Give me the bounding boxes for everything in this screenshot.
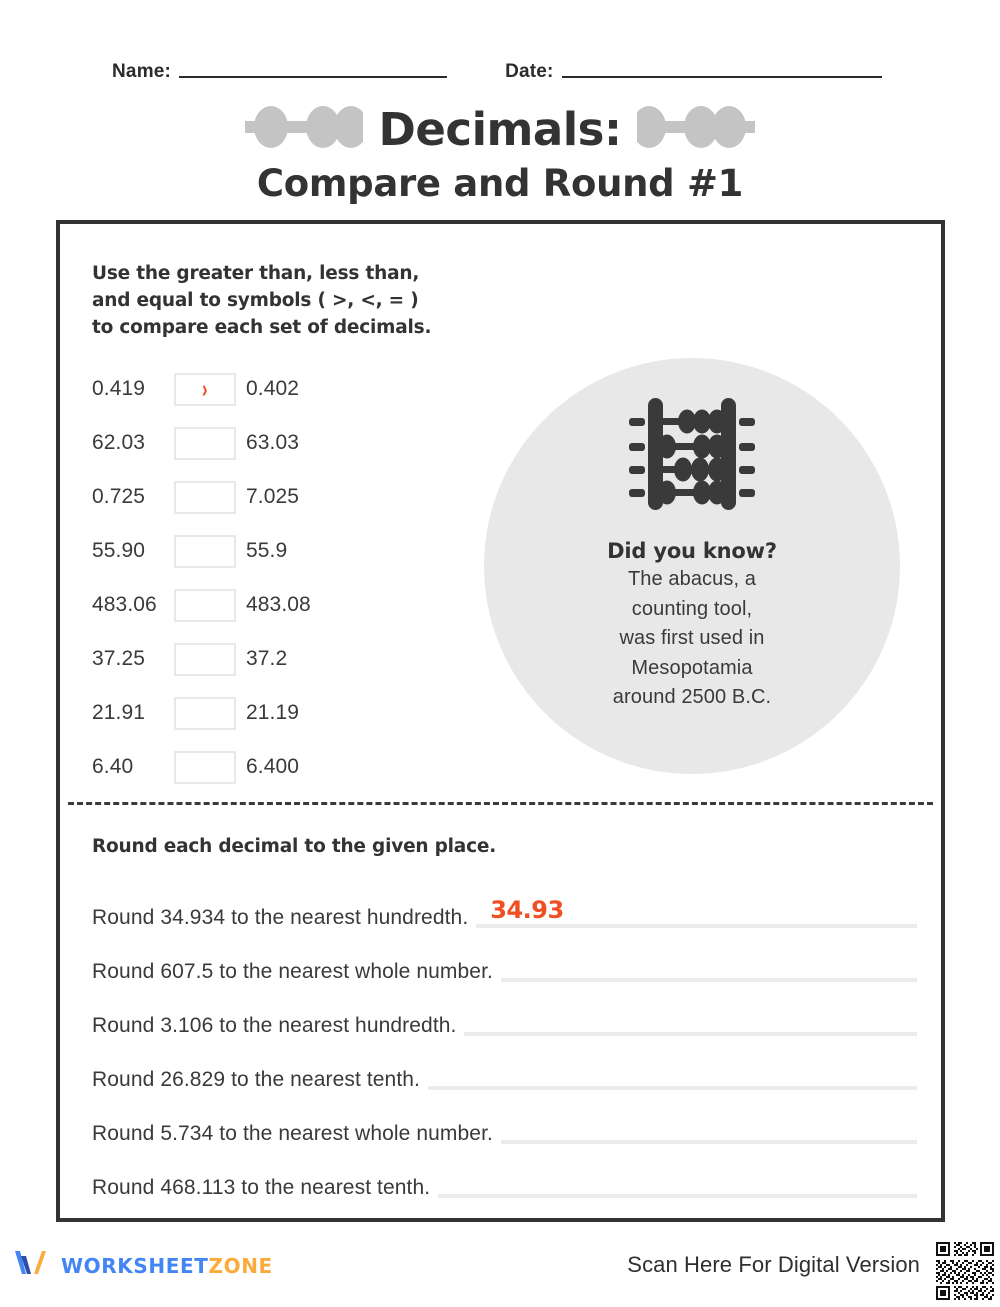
date-label: Date:: [505, 61, 554, 82]
fact-line: The abacus, a: [627, 568, 757, 590]
abacus-icon: [627, 396, 757, 517]
compare-right-value: 0.402: [246, 377, 300, 400]
round-answer-line[interactable]: [438, 1194, 917, 1198]
compare-row: [92, 686, 492, 740]
name-write-line[interactable]: [179, 76, 447, 79]
worksheetzone-w-logo-icon: [12, 1248, 52, 1283]
compare-row: [92, 362, 492, 416]
round-answer-value: 34.93: [490, 896, 564, 924]
round-row: [92, 986, 917, 1040]
worksheetzone-logo[interactable]: [12, 1248, 273, 1283]
qr-code-icon[interactable]: [934, 1240, 996, 1302]
compare-right-value: 6.400: [246, 755, 300, 778]
compare-answer-box[interactable]: [174, 535, 236, 568]
compare-answer-box[interactable]: [174, 697, 236, 730]
round-instructions: Round each decimal to the given place.: [92, 836, 497, 857]
did-you-know-title: Did you know?: [607, 539, 777, 563]
round-answer-line[interactable]: [464, 1032, 917, 1036]
compare-answer-value: ›: [202, 374, 208, 403]
did-you-know-body: [613, 565, 771, 713]
date-write-line[interactable]: [562, 76, 882, 79]
compare-right-value: 483.08: [246, 593, 311, 616]
compare-answer-box[interactable]: [174, 427, 236, 460]
name-date-header: [112, 54, 912, 84]
round-question-text: Round 26.829 to the nearest tenth.: [92, 1068, 420, 1091]
compare-problem-list: [92, 362, 492, 794]
logo-text: [61, 1253, 273, 1278]
fact-line: around 2500 B.C.: [612, 686, 772, 709]
round-answer-line[interactable]: [428, 1086, 917, 1090]
logo-secondary-text: ZONE: [208, 1253, 273, 1278]
compare-row: [92, 524, 492, 578]
title-sub-text: Compare and Round #1: [256, 162, 744, 205]
round-answer-line[interactable]: [501, 1140, 917, 1144]
compare-instructions: [92, 261, 431, 341]
round-row: [92, 1094, 917, 1148]
compare-left-value: 6.40: [92, 755, 134, 778]
compare-left-value: 0.725: [92, 485, 146, 508]
round-question-text: Round 607.5 to the nearest whole number.: [92, 960, 493, 983]
page-title: [0, 98, 1000, 205]
title-main-row: [0, 98, 1000, 160]
section-divider: [68, 802, 933, 805]
compare-instruction-line: and equal to symbols ( >, <, = ): [92, 289, 419, 311]
compare-instruction-line: to compare each set of decimals.: [92, 316, 432, 338]
compare-row: [92, 740, 492, 794]
round-problem-list: [92, 878, 917, 1202]
compare-right-value: 21.19: [246, 701, 300, 724]
compare-right-value: 7.025: [246, 485, 300, 508]
compare-left-value: 55.90: [92, 539, 146, 562]
compare-right-value: 55.9: [246, 539, 288, 562]
round-answer-line[interactable]: [476, 896, 917, 928]
compare-left-value: 62.03: [92, 431, 146, 454]
compare-right-value: 63.03: [246, 431, 300, 454]
round-row: [92, 932, 917, 986]
compare-left-value: 483.06: [92, 593, 157, 616]
compare-answer-box[interactable]: [174, 481, 236, 514]
did-you-know-callout: [484, 358, 900, 774]
compare-answer-box[interactable]: [174, 643, 236, 676]
logo-primary-text: WORKSHEET: [61, 1253, 209, 1278]
abacus-bead-bar-ornament-right-icon: [637, 105, 755, 154]
round-question-text: Round 5.734 to the nearest whole number.: [92, 1122, 493, 1145]
compare-row: [92, 416, 492, 470]
fact-line: Mesopotamia: [631, 656, 753, 679]
round-question-text: Round 468.113 to the nearest tenth.: [92, 1176, 431, 1199]
round-row: [92, 1148, 917, 1202]
page-footer: [0, 1240, 1000, 1294]
compare-row: [92, 632, 492, 686]
compare-instruction-line: Use the greater than, less than,: [92, 263, 420, 284]
compare-answer-box[interactable]: [174, 589, 236, 622]
compare-row: [92, 578, 492, 632]
fact-line: counting tool,: [631, 597, 753, 620]
worksheet-frame: [56, 220, 945, 1222]
round-answer-line[interactable]: [501, 978, 917, 982]
abacus-bead-bar-ornament-left-icon: [245, 105, 363, 154]
scan-here-text: Scan Here For Digital Version: [627, 1252, 920, 1277]
name-label: Name:: [112, 61, 172, 82]
title-main-text: Decimals:: [378, 102, 622, 156]
compare-answer-box[interactable]: [174, 373, 236, 406]
compare-answer-box[interactable]: [174, 751, 236, 784]
compare-left-value: 21.91: [92, 701, 146, 724]
compare-right-value: 37.2: [246, 647, 288, 670]
round-row: [92, 878, 917, 932]
round-row: [92, 1040, 917, 1094]
fact-line: was first used in: [619, 627, 765, 650]
round-question-text: Round 34.934 to the nearest hundredth.: [92, 906, 469, 929]
compare-left-value: 0.419: [92, 377, 146, 400]
compare-row: [92, 470, 492, 524]
round-question-text: Round 3.106 to the nearest hundredth.: [92, 1014, 457, 1037]
compare-left-value: 37.25: [92, 647, 146, 670]
